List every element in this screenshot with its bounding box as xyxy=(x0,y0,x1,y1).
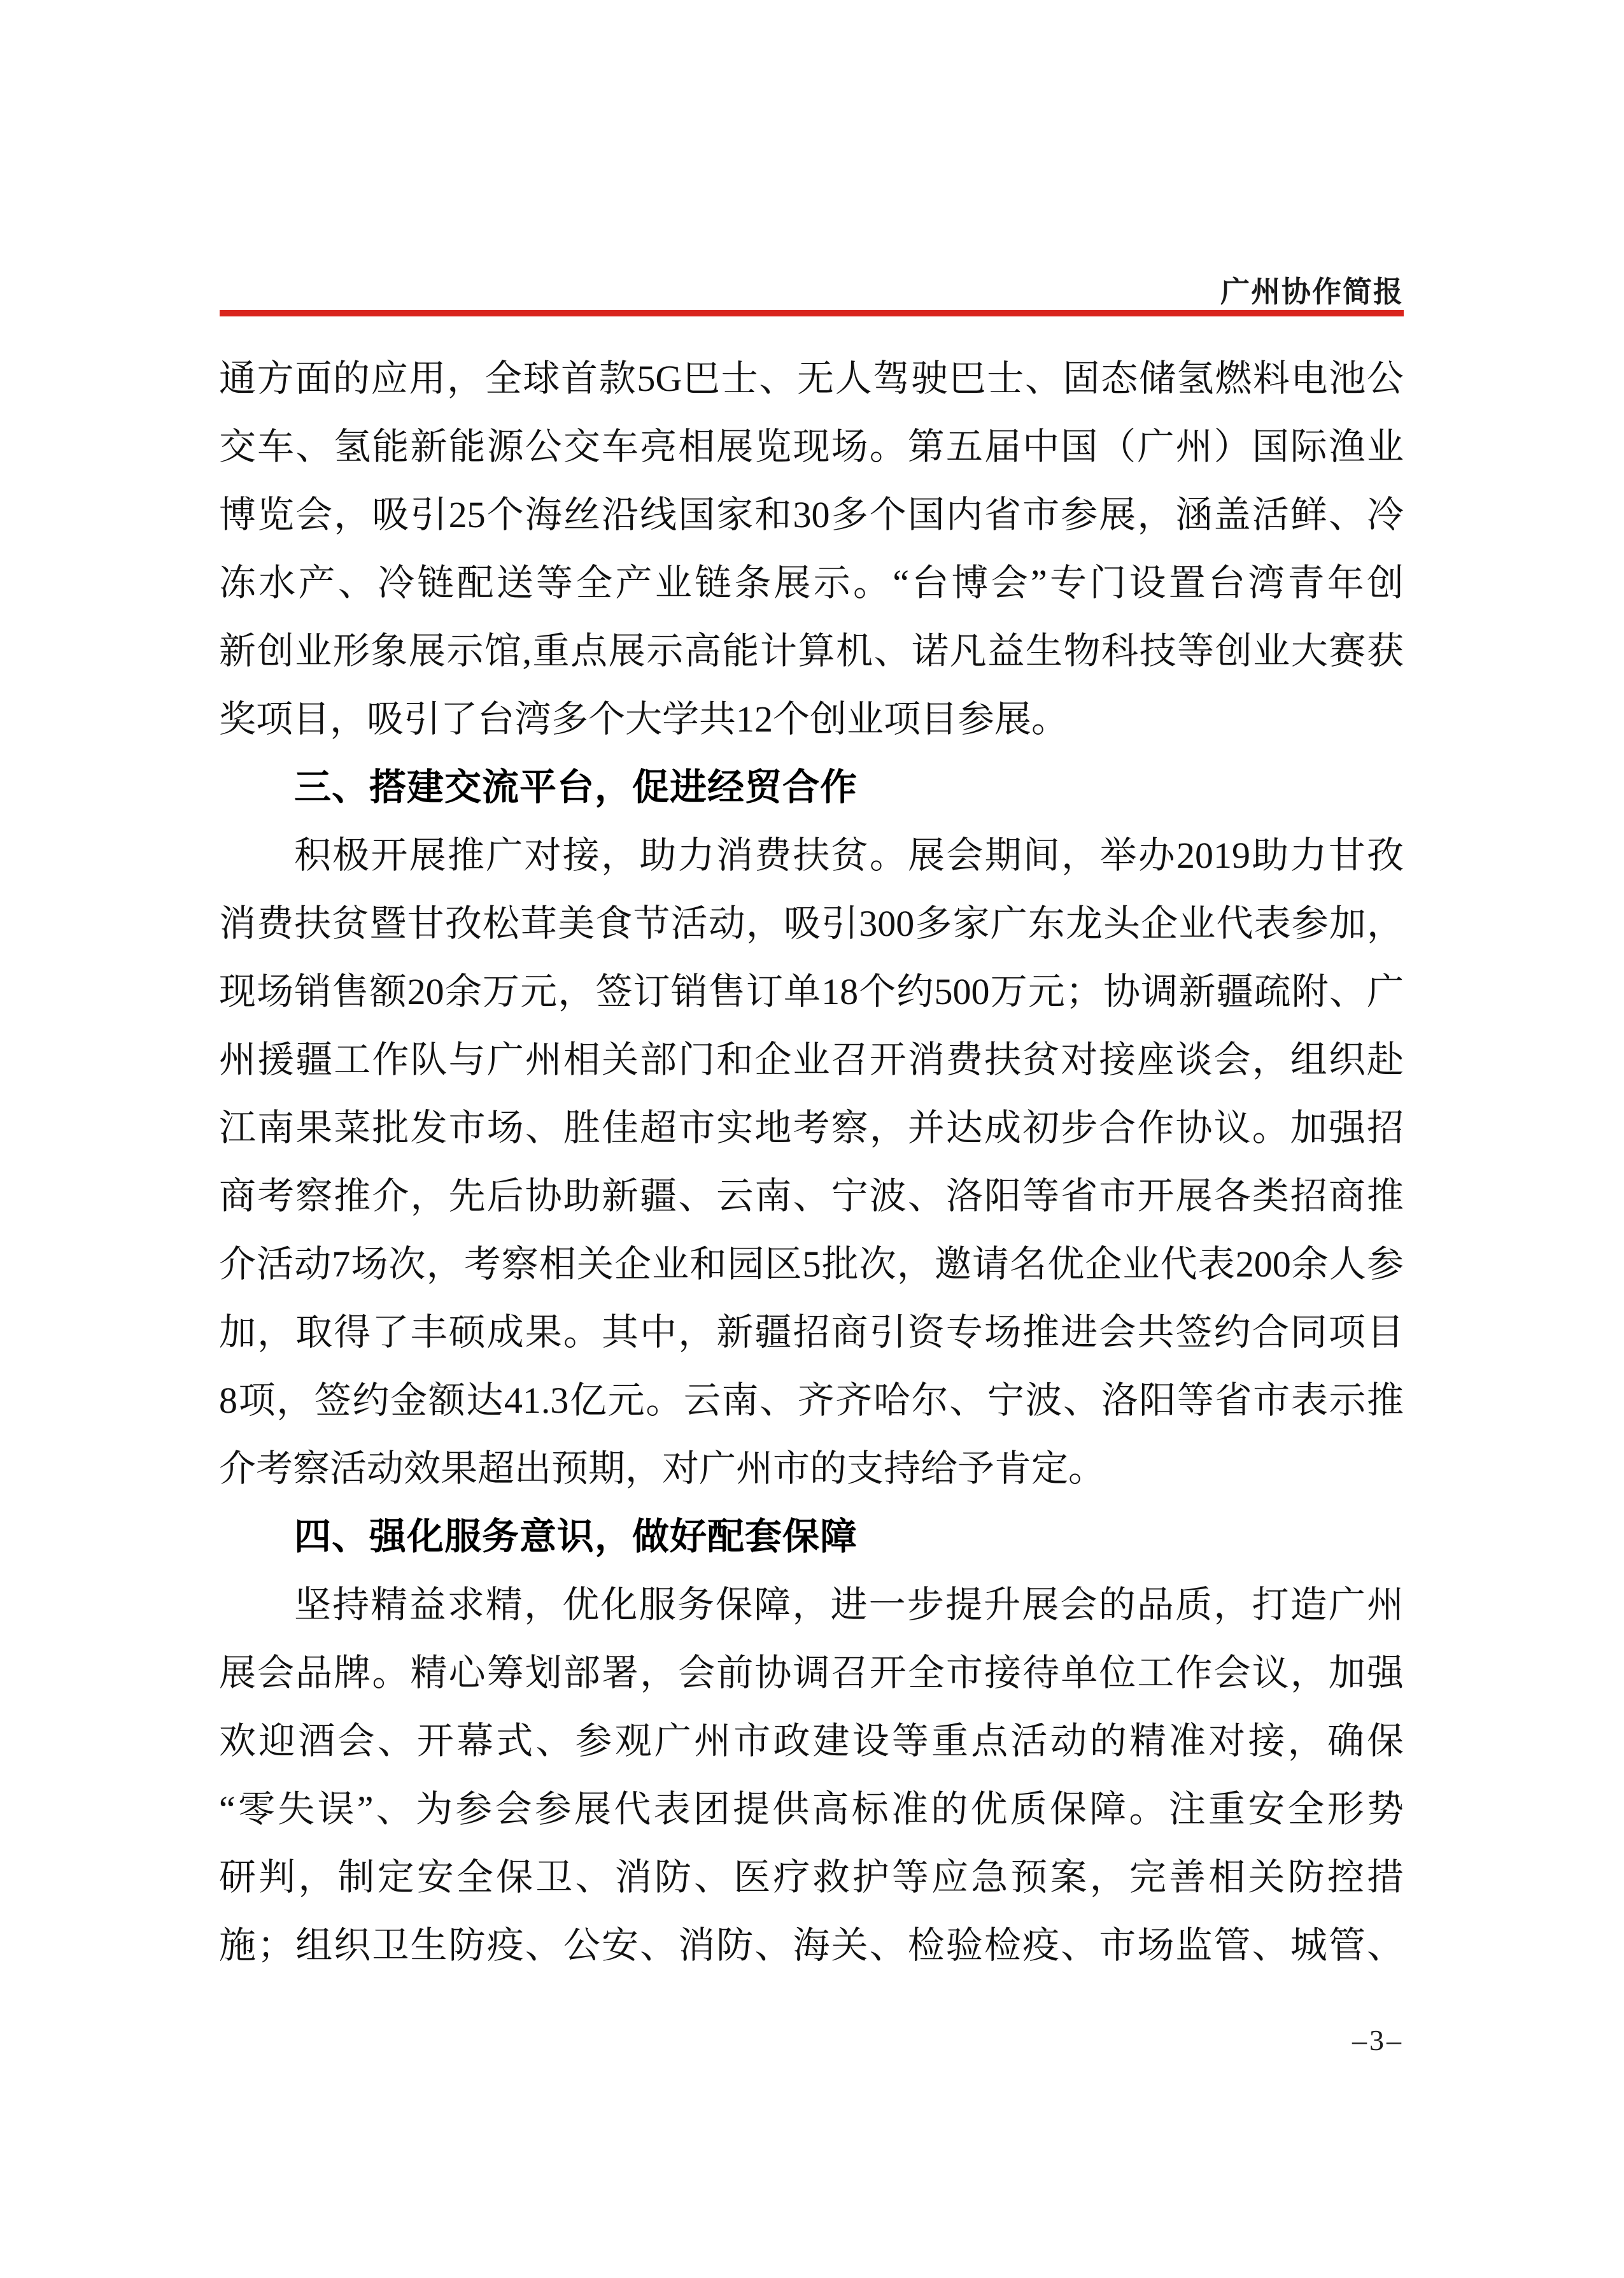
text-line: 新创业形象展示馆,重点展示高能计算机、诺凡益生物科技等创业大赛获 xyxy=(219,630,1404,672)
text-line: 8项，签约金额达41.3亿元。云南、齐齐哈尔、宁波、洛阳等省市表示推 xyxy=(219,1380,1404,1421)
text-line: 现场销售额20余万元，签订销售订单18个约500万元；协调新疆疏附、广 xyxy=(219,971,1404,1012)
bulletin-masthead-title: 广州协作简报 xyxy=(1220,276,1404,308)
section-heading-3: 三、搭建交流平台，促进经贸合作 xyxy=(294,767,858,808)
text-line: 商考察推介，先后协助新疆、云南、宁波、洛阳等省市开展各类招商推 xyxy=(219,1175,1404,1217)
text-line: 欢迎酒会、开幕式、参观广州市政建设等重点活动的精准对接，确保 xyxy=(219,1720,1404,1762)
text-line: 研判，制定安全保卫、消防、医疗救护等应急预案，完善相关防控措 xyxy=(219,1857,1404,1898)
text-line: 江南果菜批发市场、胜佳超市实地考察，并达成初步合作协议。加强招 xyxy=(219,1107,1404,1149)
text-line: 奖项目，吸引了台湾多个大学共12个创业项目参展。 xyxy=(219,698,1069,740)
text-line: 博览会，吸引25个海丝沿线国家和30多个国内省市参展，涵盖活鲜、冷 xyxy=(219,494,1404,535)
text-line: “零失误”、为参会参展代表团提供高标准的优质保障。注重安全形势 xyxy=(219,1788,1404,1830)
document-body xyxy=(219,344,1404,1979)
text-line: 消费扶贫暨甘孜松茸美食节活动，吸引300多家广东龙头企业代表参加， xyxy=(219,903,1404,944)
text-line: 冻水产、冷链配送等全产业链条展示。“台博会”专门设置台湾青年创 xyxy=(219,562,1404,604)
header-rule-divider xyxy=(220,310,1404,316)
section-heading-4: 四、强化服务意识，做好配套保障 xyxy=(294,1516,858,1557)
text-line: 积极开展推广对接，助力消费扶贫。展会期间，举办2019助力甘孜 xyxy=(294,835,1404,876)
page-number: –3– xyxy=(1352,2024,1404,2056)
text-line: 介考察活动效果超出预期，对广州市的支持给予肯定。 xyxy=(219,1448,1106,1489)
text-line: 施；组织卫生防疫、公安、消防、海关、检验检疫、市场监管、城管、 xyxy=(219,1925,1404,1966)
text-line: 展会品牌。精心筹划部署，会前协调召开全市接待单位工作会议，加强 xyxy=(219,1652,1404,1694)
text-line: 坚持精益求精，优化服务保障，进一步提升展会的品质，打造广州 xyxy=(294,1584,1404,1625)
text-line: 加，取得了丰硕成果。其中，新疆招商引资专场推进会共签约合同项目 xyxy=(219,1312,1404,1353)
text-line: 通方面的应用，全球首款5G巴士、无人驾驶巴士、固态储氢燃料电池公 xyxy=(219,358,1404,399)
text-line: 州援疆工作队与广州相关部门和企业召开消费扶贫对接座谈会，组织赴 xyxy=(219,1039,1404,1080)
text-line: 介活动7场次，考察相关企业和园区5批次，邀请名优企业代表200余人参 xyxy=(219,1243,1404,1285)
text-line: 交车、氢能新能源公交车亮相展览现场。第五届中国（广州）国际渔业 xyxy=(219,426,1404,467)
